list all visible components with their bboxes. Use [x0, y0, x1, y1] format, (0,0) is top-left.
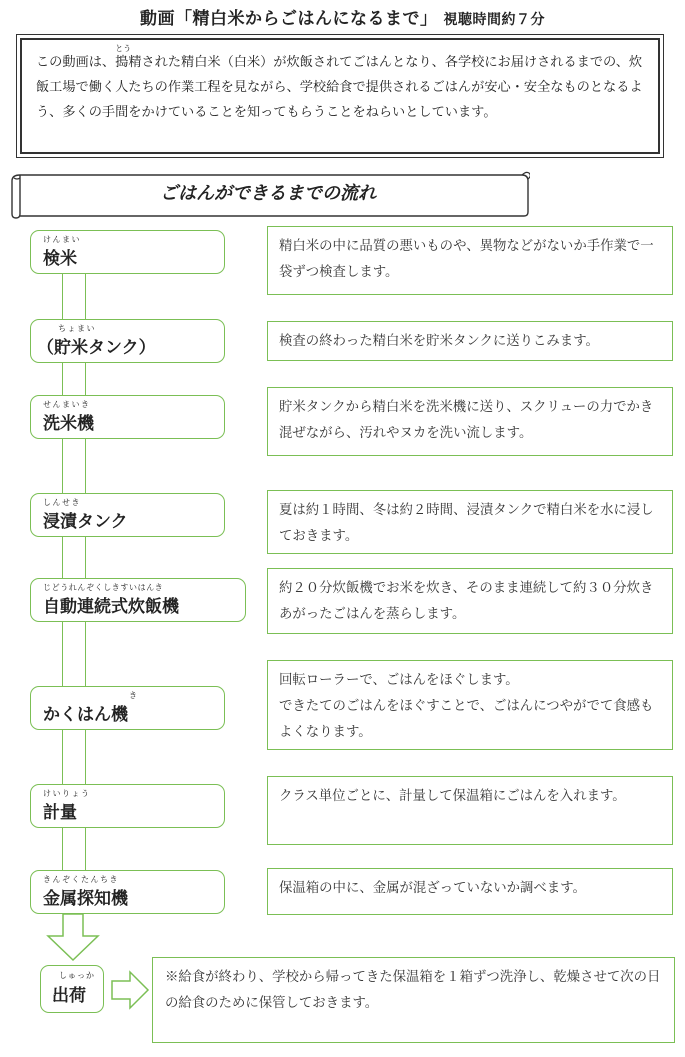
step-box-senmaiki — [30, 395, 225, 439]
step-label: 出荷 — [52, 986, 86, 1006]
intro-ruby-reading: とう — [115, 44, 132, 53]
step-box-kenmai — [30, 230, 225, 274]
arrow-right-icon — [110, 970, 152, 1010]
step-box-kinzoku-tanchiki — [30, 870, 225, 914]
step-label: 自動連続式炊飯機 — [43, 597, 179, 617]
step-description-kinzoku-tanchiki: 保温箱の中に、金属が混ざっていないか調べます。 — [267, 868, 673, 915]
viewing-duration: 視聴時間約７分 — [443, 12, 545, 28]
intro-ruby-base: 搗 — [115, 55, 129, 70]
step-ruby: ちょまい — [58, 324, 96, 333]
step-label: 浸漬タンク — [43, 512, 128, 532]
step-ruby: けんまい — [43, 235, 81, 244]
step-description-keiryo: クラス単位ごとに、計量して保温箱にごはんを入れます。 — [267, 776, 673, 845]
step-description-shinseki-tank: 夏は約１時間、冬は約２時間、浸漬タンクで精白米を水に浸しておきます。 — [267, 490, 673, 554]
step-ruby: しゅっか — [59, 971, 95, 980]
intro-text-start: この動画は、 — [36, 55, 116, 70]
step-description-chomai-tank: 検査の終わった精白米を貯米タンクに送りこみます。 — [267, 321, 673, 361]
step-ruby: けいりょう — [43, 789, 91, 798]
flow-heading: ごはんができるまでの流れ — [160, 183, 376, 204]
step-label: 検米 — [43, 249, 77, 269]
video-title: 動画「精白米からごはんになるまで」 — [140, 9, 438, 29]
step-box-shukka — [40, 965, 104, 1013]
step-label: かくはん機 — [43, 705, 128, 725]
step-ruby: きんぞくたんちき — [43, 875, 119, 884]
step-box-kakuhanki — [30, 686, 225, 730]
step-description-senmaiki: 貯米タンクから精白米を洗米機に送り、スクリューの力でかき混ぜながら、汚れやヌカを洗い流します。 — [267, 387, 673, 456]
intro-text-rest: 精された精白米（白米）が炊飯されてごはんとなり、各学校にお届けされるまでの、炊飯工場で働く人たちの作業工程を見ながら、学校給食で提供されるごはんが安心・安全なものとなるよう、多くの手間をかけていることを知ってもらうことをねらいとしています。 — [36, 55, 643, 120]
step-box-jido-suihanki — [30, 578, 246, 622]
flow-heading-banner — [6, 168, 530, 220]
step-box-shinseki-tank — [30, 493, 225, 537]
intro-text — [20, 38, 660, 154]
step-description-jido-suihanki: 約２０分炊飯機でお米を炊き、そのまま連続して約３０分炊きあがったごはんを蒸らします。 — [267, 568, 673, 634]
step-box-keiryo — [30, 784, 225, 828]
step-ruby: せんまいき — [43, 400, 91, 409]
step-ruby: じどうれんぞくしきすいはんき — [43, 583, 164, 592]
step-label: （貯米タンク） — [37, 338, 156, 358]
page-title — [0, 4, 685, 29]
step-ruby: しんせき — [43, 498, 81, 507]
intro-box — [16, 34, 664, 158]
step-description-kenmai: 精白米の中に品質の悪いものや、異物などがないか手作業で一袋ずつ検査します。 — [267, 226, 673, 295]
final-note: ※給食が終わり、学校から帰ってきた保温箱を１箱ずつ洗浄し、乾燥させて次の日の給食のために保管しておきます。 — [152, 957, 675, 1043]
intro-ruby-word — [115, 44, 132, 70]
step-label: 洗米機 — [43, 414, 94, 434]
step-description-kakuhanki: 回転ローラーで、ごはんをほぐします。 できたてのごはんをほぐすことで、ごはんにつやがでて食感もよくなります。 — [267, 660, 673, 750]
step-box-chomai-tank — [30, 319, 225, 363]
step-label: 計量 — [43, 803, 77, 823]
arrow-down-icon — [46, 914, 102, 962]
step-label: 金属探知機 — [43, 889, 128, 909]
step-ruby: き — [129, 691, 139, 700]
